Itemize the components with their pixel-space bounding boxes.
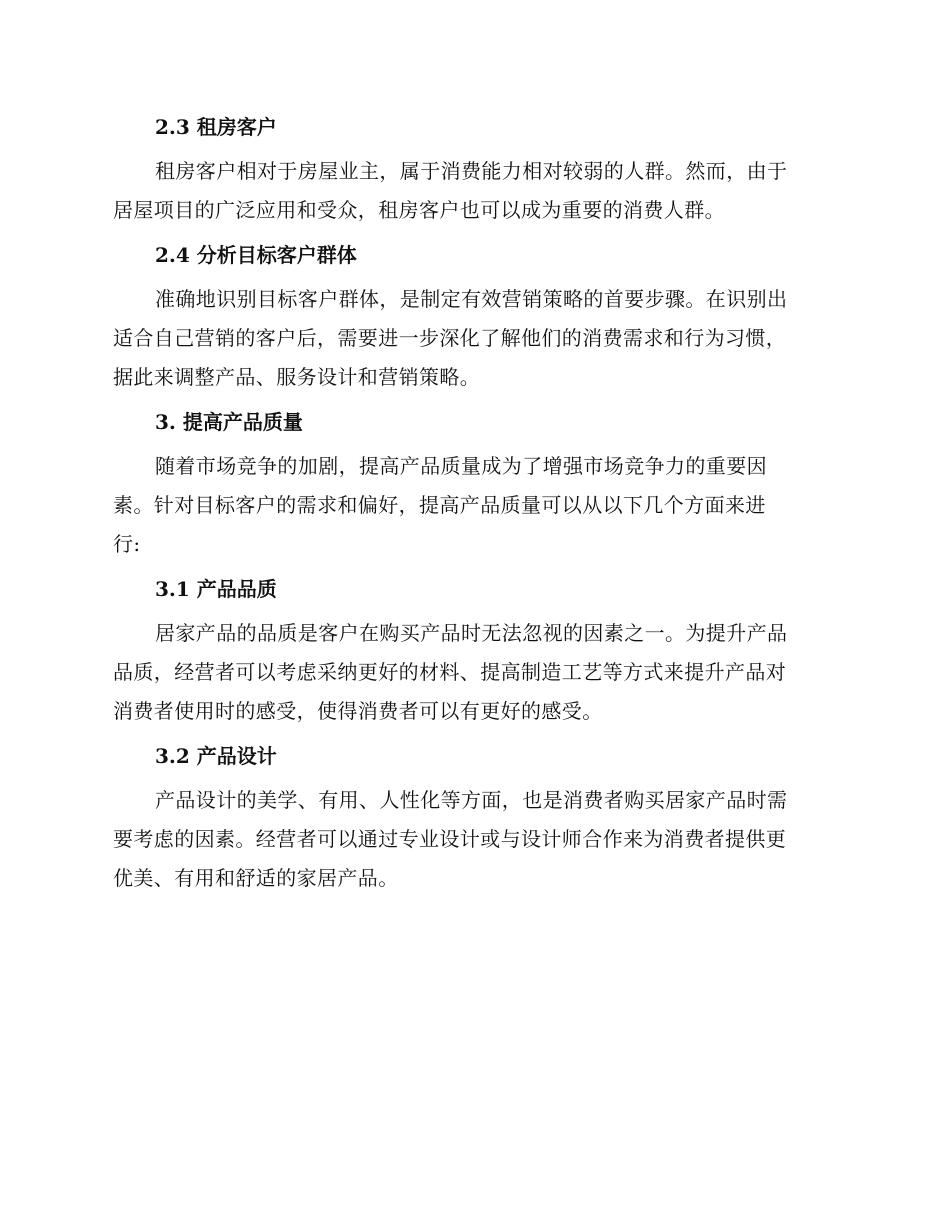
section-heading: 3.2 产品设计 <box>155 744 277 768</box>
section-heading: 2.3 租房客户 <box>155 115 277 139</box>
paragraph-line: 产品设计的美学、有用、人性化等方面，也是消费者购买居家产品时需 <box>155 788 788 812</box>
paragraph-line: 适合自己营销的客户后，需要进一步深化了解他们的消费需求和行为习惯， <box>113 326 787 350</box>
section-3 <box>113 405 833 564</box>
section-heading: 3.1 产品品质 <box>155 577 277 601</box>
document-body <box>113 110 833 906</box>
section-heading: 3. 提高产品质量 <box>155 410 303 434</box>
section-3-1 <box>113 572 833 731</box>
paragraph-line: 品质，经营者可以考虑采纳更好的材料、提高制造工艺等方式来提升产品对 <box>113 660 787 684</box>
paragraph <box>113 614 833 731</box>
paragraph-line: 消费者使用时的感受，使得消费者可以有更好的感受。 <box>113 699 603 723</box>
paragraph-line: 素。针对目标客户的需求和偏好，提高产品质量可以从以下几个方面来进 <box>113 493 766 517</box>
paragraph-line: 据此来调整产品、服务设计和营销策略。 <box>113 365 481 389</box>
section-3-2 <box>113 739 833 898</box>
paragraph <box>113 781 833 898</box>
paragraph <box>113 447 833 564</box>
paragraph-line: 准确地识别目标客户群体，是制定有效营销策略的首要步骤。在识别出 <box>155 287 788 311</box>
paragraph-line: 要考虑的因素。经营者可以通过专业设计或与设计师合作来为消费者提供更 <box>113 827 787 851</box>
paragraph <box>113 152 833 230</box>
paragraph-line: 优美、有用和舒适的家居产品。 <box>113 866 399 890</box>
paragraph-line: 居屋项目的广泛应用和受众，租房客户也可以成为重要的消费人群。 <box>113 198 725 222</box>
paragraph-line: 租房客户相对于房屋业主，属于消费能力相对较弱的人群。然而，由于 <box>155 159 788 183</box>
section-heading: 2.4 分析目标客户群体 <box>155 243 357 267</box>
paragraph-line: 行: <box>113 532 141 556</box>
section-2-3 <box>113 110 833 230</box>
paragraph-line: 居家产品的品质是客户在购买产品时无法忽视的因素之一。为提升产品 <box>155 621 788 645</box>
paragraph <box>113 280 833 397</box>
section-2-4 <box>113 238 833 397</box>
paragraph-line: 随着市场竞争的加剧，提高产品质量成为了增强市场竞争力的重要因 <box>155 454 767 478</box>
